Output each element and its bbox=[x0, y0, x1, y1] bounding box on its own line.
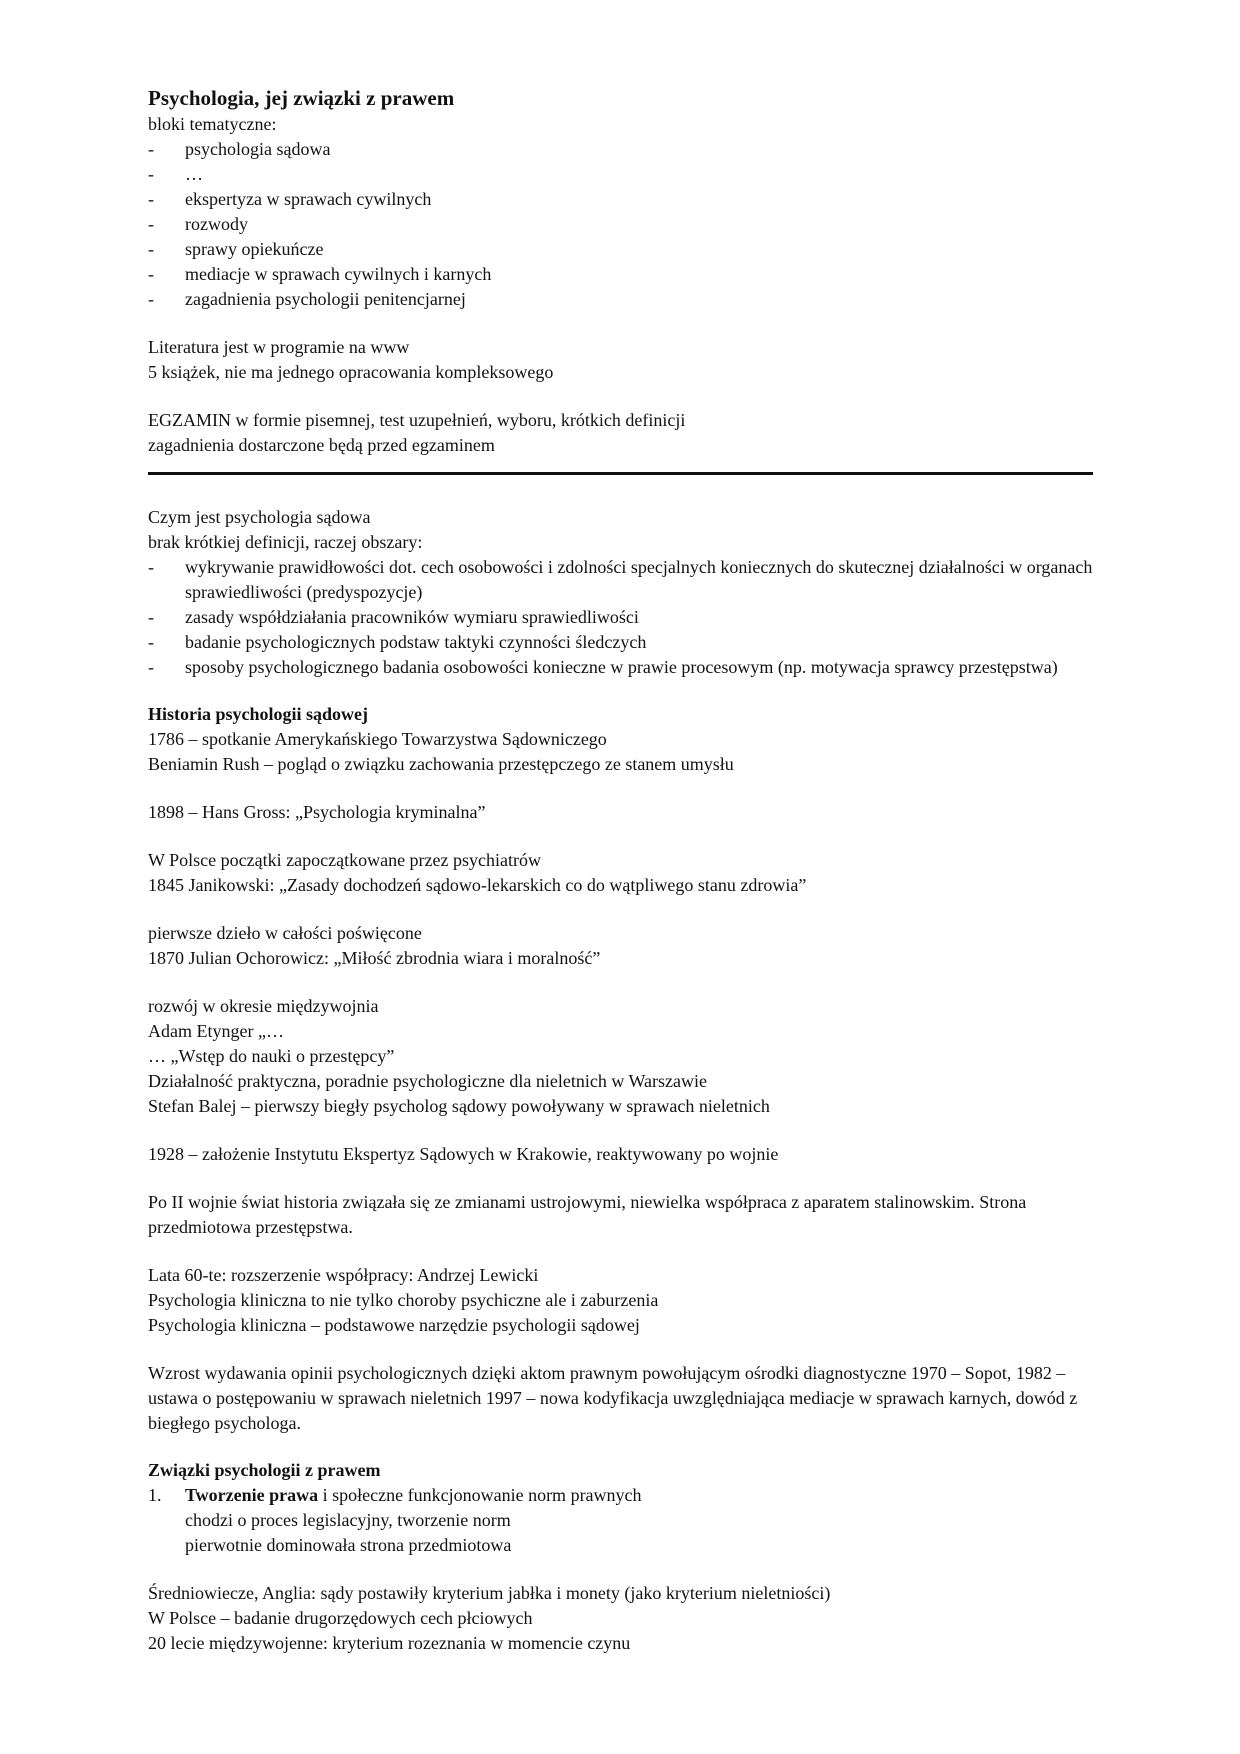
relations-line: pierwotnie dominowała strona przedmiotowa bbox=[185, 1535, 512, 1555]
list-item: 1. Tworzenie prawa i społeczne funkcjonowanie norm prawnych bbox=[148, 1485, 642, 1505]
history-line: 1870 Julian Ochorowicz: „Miłość zbrodnia wiara i moralność” bbox=[148, 948, 601, 968]
history-line: Lata 60-te: rozszerzenie współpracy: Andrzej Lewicki bbox=[148, 1265, 539, 1285]
list-item: - zasady współdziałania pracowników wymiaru sprawiedliwości bbox=[148, 607, 639, 627]
history-line: … „Wstęp do nauki o przestępcy” bbox=[148, 1046, 395, 1066]
list-item: - ekspertyza w sprawach cywilnych bbox=[148, 189, 432, 209]
criteria-line: Średniowiecze, Anglia: sądy postawiły kryterium jabłka i monety (jako kryterium nieletniości) bbox=[148, 1583, 831, 1603]
exam-line-1: EGZAMIN w formie pisemnej, test uzupełnień, wyboru, krótkich definicji bbox=[148, 410, 686, 430]
literature-line-2: 5 książek, nie ma jednego opracowania kompleksowego bbox=[148, 362, 554, 382]
history-line: Stefan Balej – pierwszy biegły psycholog sądowy powoływany w sprawach nieletnich bbox=[148, 1096, 770, 1116]
history-line: 1928 – założenie Instytutu Ekspertyz Sądowych w Krakowie, reaktywowany po wojnie bbox=[148, 1144, 779, 1164]
list-item: - badanie psychologicznych podstaw taktyki czynności śledczych bbox=[148, 632, 647, 652]
history-line: Działalność praktyczna, poradnie psychologiczne dla nieletnich w Warszawie bbox=[148, 1071, 707, 1091]
list-item: - mediacje w sprawach cywilnych i karnych bbox=[148, 264, 492, 284]
history-line: pierwsze dzieło w całości poświęcone bbox=[148, 923, 422, 943]
document-title: Psychologia, jej związki z prawem bbox=[148, 86, 455, 110]
list-item: - … bbox=[148, 164, 203, 184]
list-item: - zagadnienia psychologii penitencjarnej bbox=[148, 289, 466, 309]
history-line: rozwój w okresie międzywojnia bbox=[148, 996, 379, 1016]
history-paragraph: Po II wojnie świat historia związała się ze zmianami ustrojowymi, niewielka współpraca z aparatem stalinowskim. Strona przedmiotowa przestępstwa. bbox=[148, 1192, 1027, 1237]
relations-line: chodzi o proces legislacyjny, tworzenie norm bbox=[185, 1510, 511, 1530]
list-item: - wykrywanie prawidłowości dot. cech osobowości i zdolności specjalnych koniecznych do skutecznej działalności w organach sprawiedliwości (predyspozycje) bbox=[148, 557, 1093, 602]
literature-line-1: Literatura jest w programie na www bbox=[148, 337, 410, 357]
no-definition-line: brak krótkiej definicji, raczej obszary: bbox=[148, 532, 423, 552]
criteria-line: W Polsce – badanie drugorzędowych cech płciowych bbox=[148, 1608, 533, 1628]
list-item: - sposoby psychologicznego badania osobowości konieczne w prawie procesowym (np. motywacja sprawcy przestępstwa) bbox=[148, 657, 1058, 677]
history-heading: Historia psychologii sądowej bbox=[148, 704, 369, 724]
blocks-list bbox=[148, 137, 1093, 312]
history-line: Adam Etynger „… bbox=[148, 1021, 284, 1041]
history-paragraph: Wzrost wydawania opinii psychologicznych dzięki aktom prawnym powołującym ośrodki diagnostyczne 1970 – Sopot, 1982 – ustawa o postępowaniu w sprawach nieletnich 1997 – nowa kodyfikacja uwzględniająca mediacje w sprawach karnych, dowód z biegłego psychologa. bbox=[148, 1363, 1078, 1433]
history-line: 1845 Janikowski: „Zasady dochodzeń sądowo-lekarskich co do wątpliwego stanu zdrowia” bbox=[148, 875, 807, 895]
list-item: - psychologia sądowa bbox=[148, 139, 331, 159]
history-line: Psychologia kliniczna to nie tylko choroby psychiczne ale i zaburzenia bbox=[148, 1290, 659, 1310]
blocks-intro: bloki tematyczne: bbox=[148, 114, 277, 134]
exam-line-2: zagadnienia dostarczone będą przed egzaminem bbox=[148, 435, 495, 455]
section-what-is: Czym jest psychologia sądowa bbox=[148, 507, 371, 527]
document-page bbox=[148, 84, 1093, 1656]
horizontal-rule bbox=[148, 472, 1093, 475]
relations-heading: Związki psychologii z prawem bbox=[148, 1460, 381, 1480]
history-line: Beniamin Rush – pogląd o związku zachowania przestępczego ze stanem umysłu bbox=[148, 754, 734, 774]
list-item: - sprawy opiekuńcze bbox=[148, 239, 324, 259]
history-line: Psychologia kliniczna – podstawowe narzędzie psychologii sądowej bbox=[148, 1315, 640, 1335]
history-line: 1898 – Hans Gross: „Psychologia kryminalna” bbox=[148, 802, 486, 822]
history-line: W Polsce początki zapoczątkowane przez psychiatrów bbox=[148, 850, 541, 870]
areas-list bbox=[148, 555, 1093, 680]
relations-list bbox=[148, 1483, 1093, 1508]
history-line: 1786 – spotkanie Amerykańskiego Towarzystwa Sądowniczego bbox=[148, 729, 607, 749]
criteria-line: 20 lecie międzywojenne: kryterium rozeznania w momencie czynu bbox=[148, 1633, 631, 1653]
list-item: - rozwody bbox=[148, 214, 248, 234]
